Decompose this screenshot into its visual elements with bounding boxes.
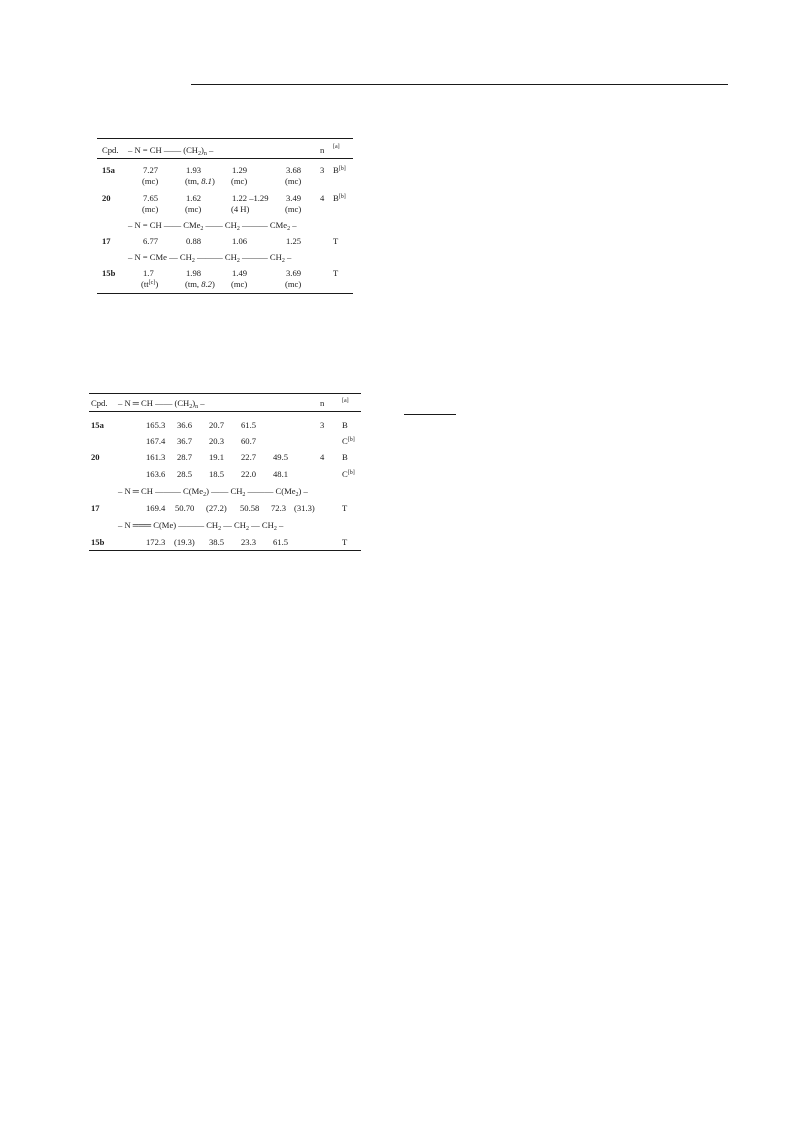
shift-value: 61.5	[273, 537, 289, 547]
n-value: 3	[320, 165, 325, 175]
table-1-header-rule	[97, 158, 353, 159]
structure-subheader: – N ═══ C(Me) ——— $CH_2$ — $CH_2$ — $CH_2$ –	[118, 520, 284, 532]
shift-value: 18.5	[209, 469, 225, 479]
compound-label: 15b	[102, 268, 116, 278]
shift-value: 23.3	[241, 537, 257, 547]
shift-value: 1.22 –1.29	[232, 193, 269, 203]
multiplicity: (mc)	[285, 279, 302, 289]
structure-subheader: – N = CMe — $CH_2$ ——— $CH_2$ ——— $CH_2$ –	[128, 252, 292, 264]
shift-value: 1.06	[232, 236, 248, 246]
compound-label: 20	[91, 452, 100, 462]
multiplicity: (tm, 8.2)	[185, 279, 215, 289]
solvent: T	[333, 236, 339, 246]
multiplicity: (mc)	[231, 176, 248, 186]
compound-label: 15a	[102, 165, 115, 175]
solvent: B	[342, 420, 348, 430]
compound-label: 17	[102, 236, 111, 246]
compound-label: 17	[91, 503, 100, 513]
shift-value: 0.88	[186, 236, 202, 246]
solvent: B	[342, 452, 348, 462]
shift-value: 22.0	[241, 469, 257, 479]
shift-value: 1.29	[232, 165, 248, 175]
table-2-top-rule	[89, 393, 361, 394]
shift-value: 28.7	[177, 452, 193, 462]
shift-value: 167.4	[146, 436, 166, 446]
multiplicity: (tm, 8.1)	[185, 176, 215, 186]
solvent: T	[333, 268, 339, 278]
multiplicity: (mc)	[285, 204, 302, 214]
solvent: C[b]	[342, 469, 355, 479]
table-1-bottom-rule	[97, 293, 353, 294]
shift-value: 48.1	[273, 469, 289, 479]
shift-value: 6.77	[143, 236, 159, 246]
shift-value: 3.69	[286, 268, 302, 278]
shift-value: 7.65	[143, 193, 159, 203]
table-2-bottom-rule	[89, 550, 361, 551]
shift-value: 38.5	[209, 537, 225, 547]
multiplicity: (4 H)	[231, 204, 250, 214]
multiplicity: (mc)	[231, 279, 248, 289]
compound-label: 15a	[91, 420, 104, 430]
shift-value: 172.3	[146, 537, 166, 547]
solvent: B[b]	[333, 165, 346, 175]
shift-value: (19.3)	[174, 537, 195, 547]
shift-value: 1.49	[232, 268, 248, 278]
side-rule	[404, 414, 456, 415]
shift-value: 28.5	[177, 469, 193, 479]
n-value: 4	[320, 452, 325, 462]
shift-value: 169.4	[146, 503, 166, 513]
shift-value: 1.62	[186, 193, 202, 203]
page-header-rule	[191, 84, 728, 85]
table-2-header-rule	[89, 411, 361, 412]
table-1-header-formula: – N = CH —— $(CH_2)_n$ –	[128, 145, 214, 157]
shift-value: 1.98	[186, 268, 202, 278]
compound-label: 20	[102, 193, 111, 203]
shift-value: 50.58	[240, 503, 260, 513]
multiplicity: (mc)	[285, 176, 302, 186]
shift-value: 60.7	[241, 436, 257, 446]
multiplicity: (tt[c])	[141, 279, 159, 289]
shift-value: 36.6	[177, 420, 193, 430]
solvent: C[b]	[342, 436, 355, 446]
shift-value: 163.6	[146, 469, 166, 479]
shift-value: 61.5	[241, 420, 257, 430]
shift-value: 20.3	[209, 436, 225, 446]
n-value: 4	[320, 193, 325, 203]
table-2-header-solvent: [a]	[342, 398, 349, 404]
shift-value: 165.3	[146, 420, 166, 430]
multiplicity: (mc)	[185, 204, 202, 214]
table-2-header-formula: – N ═ CH —— $(CH_2)_n$ –	[118, 398, 205, 410]
shift-value: 19.1	[209, 452, 225, 462]
table-1-top-rule	[97, 138, 353, 139]
shift-value: 3.68	[286, 165, 302, 175]
structure-subheader: – N = CH —— CMe$_2$ —— $CH_2$ ——— CMe$_2$ –	[128, 220, 297, 232]
structure-subheader: – N ═ CH ——— $C(Me_2)$ —— $CH_2$ ——— $C(Me_2)$ –	[118, 486, 308, 498]
shift-value: 20.7	[209, 420, 225, 430]
compound-label: 15b	[91, 537, 105, 547]
shift-value: 50.70	[175, 503, 195, 513]
shift-value: 7.27	[143, 165, 159, 175]
shift-value: 1.25	[286, 236, 302, 246]
n-value: 3	[320, 420, 325, 430]
shift-value: 3.49	[286, 193, 302, 203]
shift-value: (27.2)	[206, 503, 227, 513]
multiplicity: (mc)	[142, 176, 159, 186]
table-1-header-solvent: [a]	[333, 144, 340, 150]
table-1-header-cpd: Cpd.	[102, 145, 119, 155]
multiplicity: (mc)	[142, 204, 159, 214]
shift-value: (31.3)	[294, 503, 315, 513]
solvent: B[b]	[333, 193, 346, 203]
solvent: T	[342, 503, 348, 513]
shift-value: 36.7	[177, 436, 193, 446]
table-1-header-n: n	[320, 145, 325, 155]
shift-value: 1.93	[186, 165, 202, 175]
shift-value: 22.7	[241, 452, 257, 462]
shift-value: 72.3	[271, 503, 287, 513]
table-2-header-n: n	[320, 398, 325, 408]
solvent: T	[342, 537, 348, 547]
table-2-header-cpd: Cpd.	[91, 398, 108, 408]
shift-value: 161.3	[146, 452, 166, 462]
shift-value: 49.5	[273, 452, 289, 462]
shift-value: 1.7	[143, 268, 154, 278]
